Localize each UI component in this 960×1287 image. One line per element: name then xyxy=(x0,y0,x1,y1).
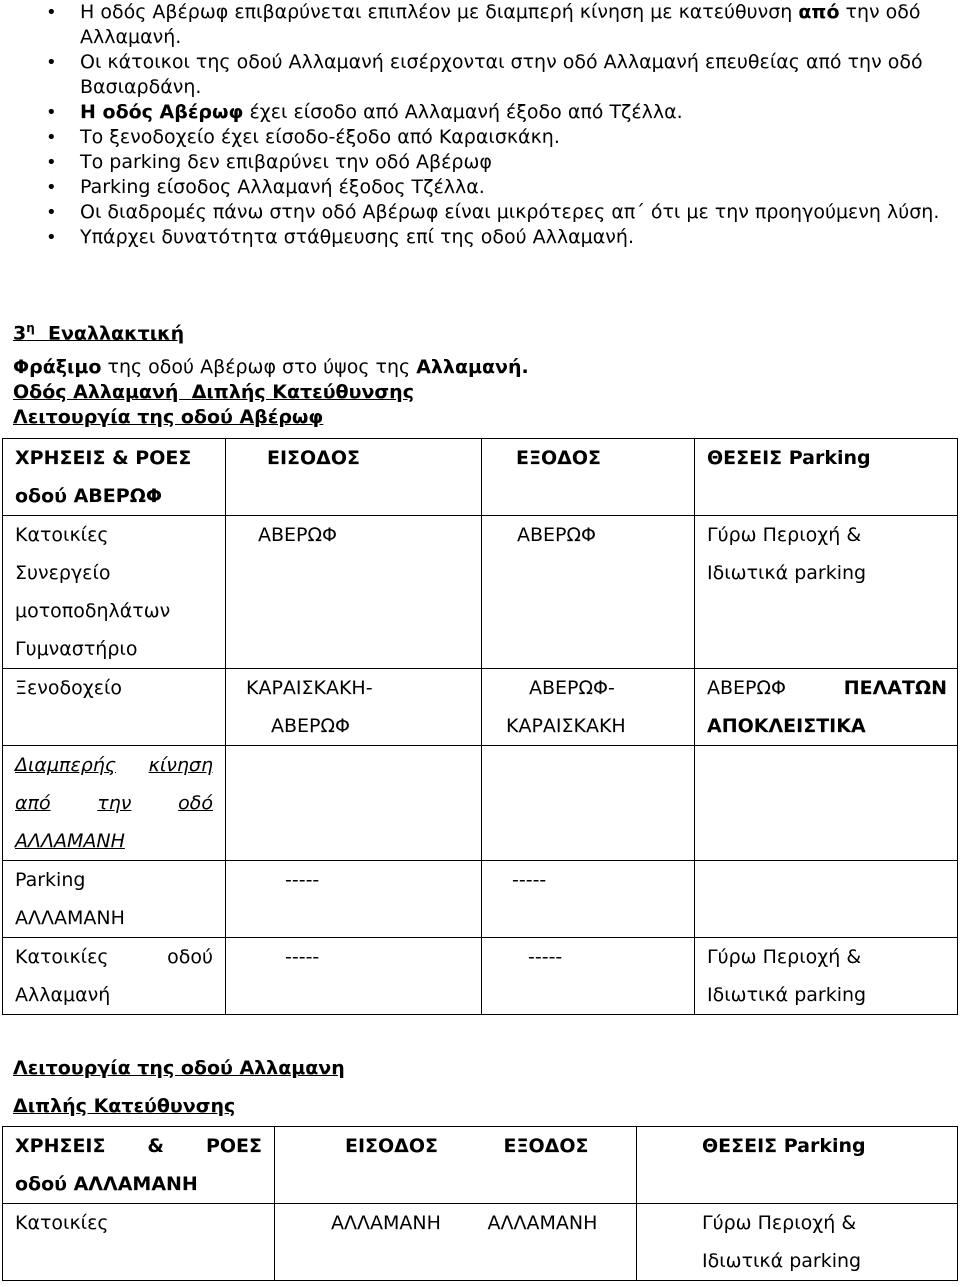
heading-number: 3 xyxy=(13,322,27,345)
cell-text: μοτοποδηλάτων xyxy=(15,600,171,622)
list-text: την οδό Αλλαμανή. xyxy=(80,1,921,48)
cell-text: Διαμπερής xyxy=(15,754,117,776)
cell-text: ΚΑΡΑΙΣΚΑΚΗ xyxy=(506,715,626,737)
entry-cell xyxy=(226,516,482,669)
cell-text: ΑΒΕΡΩΦ xyxy=(258,524,337,546)
cell-text: Parking xyxy=(15,869,86,891)
bullet-list xyxy=(46,0,951,250)
header-text: ΕΞΟΔΟΣ xyxy=(516,447,601,469)
cell-text: Ιδιωτικά parking xyxy=(702,1250,862,1272)
list-item xyxy=(46,0,951,50)
list-text: έχει είσοδο από Αλλαμανή έξοδο από Τζέλλα. xyxy=(243,101,683,123)
table-header-row xyxy=(3,439,958,516)
uses-cell xyxy=(3,861,226,938)
cell-text: Γύρω Περιοχή & xyxy=(702,1212,857,1234)
subtitle-text: Διπλής Κατεύθυνσης xyxy=(13,1095,236,1117)
cell-text: οδό xyxy=(178,792,213,814)
table-row xyxy=(3,938,958,1015)
cell-text: Ιδιωτικά parking xyxy=(707,984,867,1006)
closure-text: της οδού Αβέρωφ στο ύψος της xyxy=(101,356,417,378)
header-entry-cell xyxy=(275,1127,439,1204)
street-name: Οδός Αλλαμανή xyxy=(13,381,186,403)
header-text: ΕΙΣΟΔΟΣ xyxy=(345,1135,439,1157)
heading-text: Εναλλακτική xyxy=(48,322,185,345)
header-text: οδού ΑΛΛΑΜΑΝΗ xyxy=(15,1173,198,1195)
header-exit-cell xyxy=(432,1127,637,1204)
parking-cell xyxy=(695,669,958,746)
header-text: ΕΙΣΟΔΟΣ xyxy=(267,447,361,469)
table-row xyxy=(3,1204,958,1281)
parking-cell xyxy=(637,1204,958,1281)
list-text: Οι κάτοικοι της οδού Αλλαμανή εισέρχονται στην οδό Αλλαμανή επευθείας από την οδό Βασιαρδάνη. xyxy=(80,51,923,98)
list-item xyxy=(46,50,951,100)
closure-line xyxy=(13,355,529,380)
cell-text: Γύρω Περιοχή & xyxy=(707,946,862,968)
cell-text: από xyxy=(15,792,51,814)
cell-text: Γύρω Περιοχή & xyxy=(707,524,862,546)
cell-text: ΑΒΕΡΩΦ xyxy=(517,524,596,546)
table-row xyxy=(3,516,958,669)
exit-cell xyxy=(482,938,695,1015)
header-text: ΧΡΗΣΕΙΣ & ΡΟΕΣ xyxy=(15,447,192,469)
header-exit-cell xyxy=(482,439,695,516)
list-item xyxy=(46,200,951,225)
cell-text: Κατοικίες xyxy=(15,1212,109,1234)
cell-text: ----- xyxy=(528,946,563,968)
operation-title: Λειτουργία της οδού Αβέρωφ xyxy=(13,406,324,428)
header-uses-cell xyxy=(3,1127,275,1204)
list-text: Το parking δεν επιβαρύνει την οδό Αβέρωφ xyxy=(80,151,492,173)
header-text: ΘΕΣΕΙΣ Parking xyxy=(707,447,871,469)
cell-text: Ξενοδοχείο xyxy=(15,677,123,699)
cell-text: ΑΒΕΡΩΦ xyxy=(707,677,786,699)
list-item xyxy=(46,225,951,250)
exit-cell xyxy=(482,516,695,669)
cell-text: Αλλαμανή xyxy=(15,984,111,1006)
parking-line xyxy=(707,669,957,707)
list-text: Parking είσοδος Αλλαμανή έξοδος Τζέλλα. xyxy=(80,176,485,198)
cell-text: ----- xyxy=(285,946,320,968)
cell-text: ΑΒΕΡΩΦ xyxy=(271,715,350,737)
table-header-row xyxy=(3,1127,958,1204)
list-text-bold: Η οδός Αβέρωφ xyxy=(80,101,244,123)
closure-bold: Φράξιμο xyxy=(13,356,102,378)
table-row xyxy=(3,861,958,938)
closure-street: Αλλαμανή. xyxy=(416,356,529,378)
cell-text: Κατοικίες xyxy=(15,946,109,968)
parking-cell xyxy=(695,746,958,861)
parking-cell xyxy=(695,938,958,1015)
cell-text: κίνηση xyxy=(148,754,213,776)
list-item xyxy=(46,150,951,175)
uses-cell xyxy=(3,938,226,1015)
section-title: Λειτουργία της οδού Αλλαμανη xyxy=(13,1057,345,1079)
cell-text: Κατοικίες xyxy=(15,524,109,546)
list-text: Υπάρχει δυνατότητα στάθμευσης επί της οδού Αλλαμανή. xyxy=(80,226,634,248)
header-uses-cell xyxy=(3,439,226,516)
heading-superscript: η xyxy=(26,321,35,335)
allamani-usage-table xyxy=(2,1126,958,1281)
cell-text: οδού xyxy=(167,946,213,968)
parking-cell xyxy=(695,516,958,669)
section-subtitle xyxy=(13,1094,235,1119)
table-row xyxy=(3,669,958,746)
uses-cell xyxy=(3,516,226,669)
header-parking-cell xyxy=(695,439,958,516)
header-text: ΕΞΟΔΟΣ xyxy=(503,1135,589,1157)
entry-cell xyxy=(226,669,482,746)
averof-usage-table xyxy=(2,438,958,1015)
cell-line xyxy=(15,938,225,976)
cell-text: Συνεργείο xyxy=(15,562,111,584)
header-text: ΡΟΕΣ xyxy=(205,1135,262,1157)
list-item xyxy=(46,125,951,150)
uses-cell xyxy=(3,1204,275,1281)
list-text: Το ξενοδοχείο έχει είσοδο-έξοδο από Καραισκάκη. xyxy=(80,126,560,148)
cell-text: Ιδιωτικά parking xyxy=(707,562,867,584)
direction-text: Διπλής Κατεύθυνσης xyxy=(191,381,414,403)
cell-line xyxy=(15,746,225,784)
header-text: οδού ΑΒΕΡΩΦ xyxy=(15,485,162,507)
cell-text: την xyxy=(97,792,132,814)
cell-text-bold: ΠΕΛΑΤΩΝ xyxy=(843,677,947,699)
cell-text: ----- xyxy=(512,869,547,891)
entry-cell xyxy=(275,1204,441,1281)
entry-cell xyxy=(226,938,482,1015)
parking-cell xyxy=(695,861,958,938)
header-line xyxy=(15,1127,274,1165)
header-text: ΘΕΣΕΙΣ Parking xyxy=(702,1135,866,1157)
cell-text: ΑΛΛΑΜΑΝΗ xyxy=(15,830,125,852)
cell-text: ΑΛΛΑΜΑΝΗ xyxy=(331,1212,441,1234)
uses-cell xyxy=(3,669,226,746)
exit-cell xyxy=(432,1204,637,1281)
exit-cell xyxy=(482,746,695,861)
cell-text: Γυμναστήριο xyxy=(15,638,138,660)
entry-cell xyxy=(226,746,482,861)
cell-text: ΚΑΡΑΙΣΚΑΚΗ- xyxy=(246,677,373,699)
list-item xyxy=(46,100,951,125)
exit-cell xyxy=(482,669,695,746)
list-text-bold: από xyxy=(798,1,840,23)
header-text: & xyxy=(147,1135,164,1157)
table-row xyxy=(3,746,958,861)
alternative-heading xyxy=(13,316,184,346)
cell-text: ΑΛΛΑΜΑΝΗ xyxy=(15,907,125,929)
header-text: ΧΡΗΣΕΙΣ xyxy=(15,1135,106,1157)
list-item xyxy=(46,175,951,200)
entry-cell xyxy=(226,861,482,938)
cell-text: ΑΒΕΡΩΦ- xyxy=(529,677,615,699)
cell-text: ----- xyxy=(285,869,320,891)
list-text: Η οδός Αβέρωφ επιβαρύνεται επιπλέον με διαμπερή κίνηση με κατεύθυνση xyxy=(80,1,799,23)
header-entry-cell xyxy=(226,439,482,516)
cell-text: ΑΛΛΑΜΑΝΗ xyxy=(487,1212,598,1234)
list-text: Οι διαδρομές πάνω στην οδό Αβέρωφ είναι μικρότερες απ΄ ότι με την προηγούμενη λύση. xyxy=(80,201,940,223)
cell-line xyxy=(15,784,225,822)
header-parking-cell xyxy=(637,1127,958,1204)
cell-text-bold: ΑΠΟΚΛΕΙΣΤΙΚΑ xyxy=(707,715,866,737)
street-direction-line xyxy=(13,380,414,405)
uses-cell xyxy=(3,746,226,861)
exit-cell xyxy=(482,861,695,938)
